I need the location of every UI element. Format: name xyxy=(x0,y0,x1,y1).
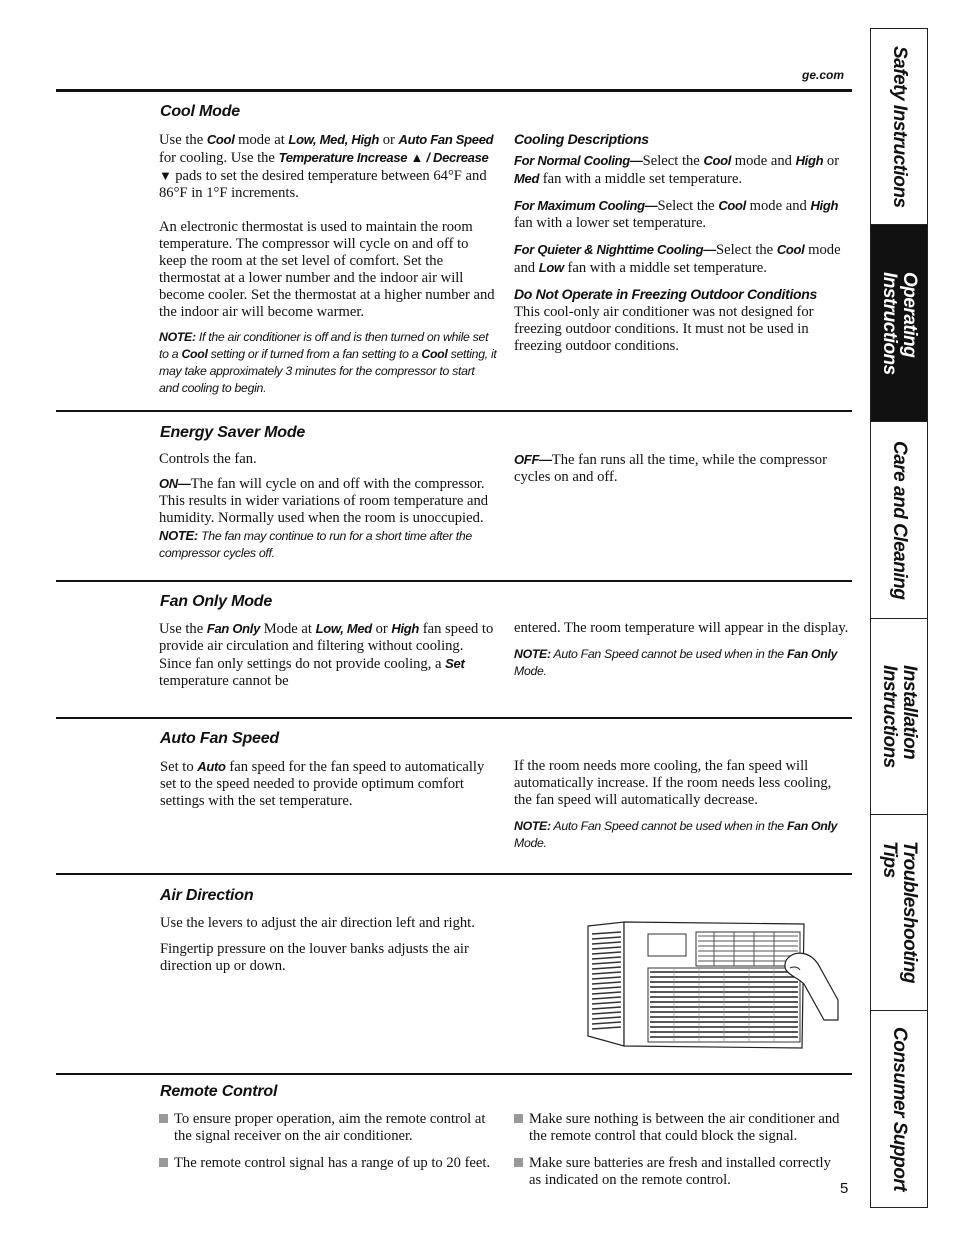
fan-only-heading: Fan Only Mode xyxy=(160,593,273,610)
remote-right-column xyxy=(514,1111,854,1199)
bullet-square-icon xyxy=(514,1114,523,1123)
fan-only-intro: Use the Fan Only Mode at Low, Med or High fan speed to provide air circulation and filtering without cooling. Since fan only settings do not provide cooling, a Set temperature cannot be xyxy=(159,621,494,689)
page-number: 5 xyxy=(840,1180,849,1197)
normal-cooling: For Normal Cooling—Select the Cool mode and High or Med fan with a middle set temperature. xyxy=(514,153,840,187)
list-item: Make sure nothing is between the air conditioner and the remote control that could block the signal. xyxy=(514,1111,854,1145)
site-url: ge.com xyxy=(801,68,844,82)
energy-saver-intro: Controls the fan. xyxy=(159,451,257,467)
auto-fan-note: NOTE: Auto Fan Speed cannot be used when in the Fan Only Mode. xyxy=(514,819,838,850)
fan-only-left-column xyxy=(159,620,497,699)
auto-fan-heading: Auto Fan Speed xyxy=(160,730,279,747)
tab-consumer-support[interactable]: Consumer Support xyxy=(889,1026,910,1192)
air-direction-louvers: Fingertip pressure on the louver banks adjusts the air direction up or down. xyxy=(160,941,469,974)
air-direction-levers: Use the levers to adjust the air direction left and right. xyxy=(160,915,475,931)
section-divider xyxy=(56,717,852,719)
section-divider xyxy=(56,580,852,582)
air-conditioner-illustration xyxy=(584,920,842,1052)
section-divider xyxy=(56,1073,852,1075)
remote-left-column xyxy=(159,1111,494,1182)
cool-mode-note: NOTE: If the air conditioner is off and is then turned on while set to a Cool setting or if turned from a fan setting to a Cool setting, it may take approximately 3 minutes for the compressor to start and cooling to begin. xyxy=(159,330,497,395)
cool-mode-heading: Cool Mode xyxy=(160,103,240,120)
fan-only-note: NOTE: Auto Fan Speed cannot be used when in the Fan Only Mode. xyxy=(514,647,838,678)
energy-saver-right-column xyxy=(514,451,852,495)
fan-only-right-column xyxy=(514,620,852,689)
section-divider xyxy=(56,410,852,412)
tab-installation-instructions[interactable]: Installation Instructions xyxy=(871,619,927,815)
auto-fan-intro: Set to Auto fan speed for the fan speed to automatically set to the speed needed to provide optimum comfort settings with the set temperature. xyxy=(160,759,485,809)
auto-fan-left-column xyxy=(160,758,498,819)
auto-fan-detail: If the room needs more cooling, the fan speed will automatically increase. If the room needs less cooling, the fan speed will automatically decrease. xyxy=(514,758,832,808)
cool-mode-intro: Use the Cool mode at Low, Med, High or Auto Fan Speed for cooling. Use the Temperature Increase ▲ / Decrease ▼ pads to set the desired temperature between 64°F and 86°F in 1°F increments. xyxy=(159,132,494,201)
freezing-text: This cool-only air conditioner was not designed for freezing outdoor conditions. It must not be used in freezing outdoor conditions. xyxy=(514,304,814,354)
freezing-heading: Do Not Operate in Freezing Outdoor Conditions xyxy=(514,286,818,302)
fan-only-continued: entered. The room temperature will appear in the display. xyxy=(514,620,849,636)
tab-care-and-cleaning[interactable]: Care and Cleaning xyxy=(871,422,927,619)
remote-control-heading: Remote Control xyxy=(160,1083,278,1100)
tab-troubleshooting-tips[interactable]: Troubleshooting Tips xyxy=(871,815,927,1011)
tab-operating-instructions[interactable]: Operating Instructions xyxy=(871,225,927,422)
maximum-cooling: For Maximum Cooling—Select the Cool mode and High fan with a lower set temperature. xyxy=(514,198,839,231)
energy-saver-left-column xyxy=(159,451,497,571)
bullet-square-icon xyxy=(159,1158,168,1167)
cooling-descriptions-heading: Cooling Descriptions xyxy=(514,131,649,147)
section-divider xyxy=(56,89,852,92)
energy-saver-off: OFF—The fan runs all the time, while the compressor cycles on and off. xyxy=(514,452,827,485)
section-divider xyxy=(56,873,852,875)
list-item: Make sure batteries are fresh and installed correctly as indicated on the remote control. xyxy=(514,1155,854,1189)
section-tabs xyxy=(870,28,928,1208)
cool-mode-right-column xyxy=(514,131,852,364)
bullet-square-icon xyxy=(159,1114,168,1123)
energy-saver-heading: Energy Saver Mode xyxy=(160,424,306,441)
list-item: To ensure proper operation, aim the remote control at the signal receiver on the air conditioner. xyxy=(159,1111,494,1145)
air-direction-column xyxy=(160,915,498,984)
air-direction-heading: Air Direction xyxy=(160,887,254,904)
bullet-square-icon xyxy=(514,1158,523,1167)
tab-safety-instructions[interactable]: Safety Instructions xyxy=(871,29,927,225)
quieter-cooling: For Quieter & Nighttime Cooling—Select the Cool mode and Low fan with a middle set temperature. xyxy=(514,242,841,276)
cool-mode-left-column xyxy=(159,131,497,406)
thermostat-paragraph: An electronic thermostat is used to maintain the room temperature. The compressor will cycle on and off to keep the room at the set level of comfort. Set the thermostat at a lower number and the indoor air will become cooler. Set the thermostat at a higher number and the indoor air will become warmer. xyxy=(159,219,495,320)
list-item: The remote control signal has a range of up to 20 feet. xyxy=(159,1155,494,1172)
energy-saver-on: ON—The fan will cycle on and off with the compressor. This results in wider variations of room temperature and humidity. Normally used when the room is unoccupied. NOTE: The fan may continue to run for a short time after the compressor cycles off. xyxy=(159,476,489,560)
auto-fan-right-column xyxy=(514,758,852,861)
